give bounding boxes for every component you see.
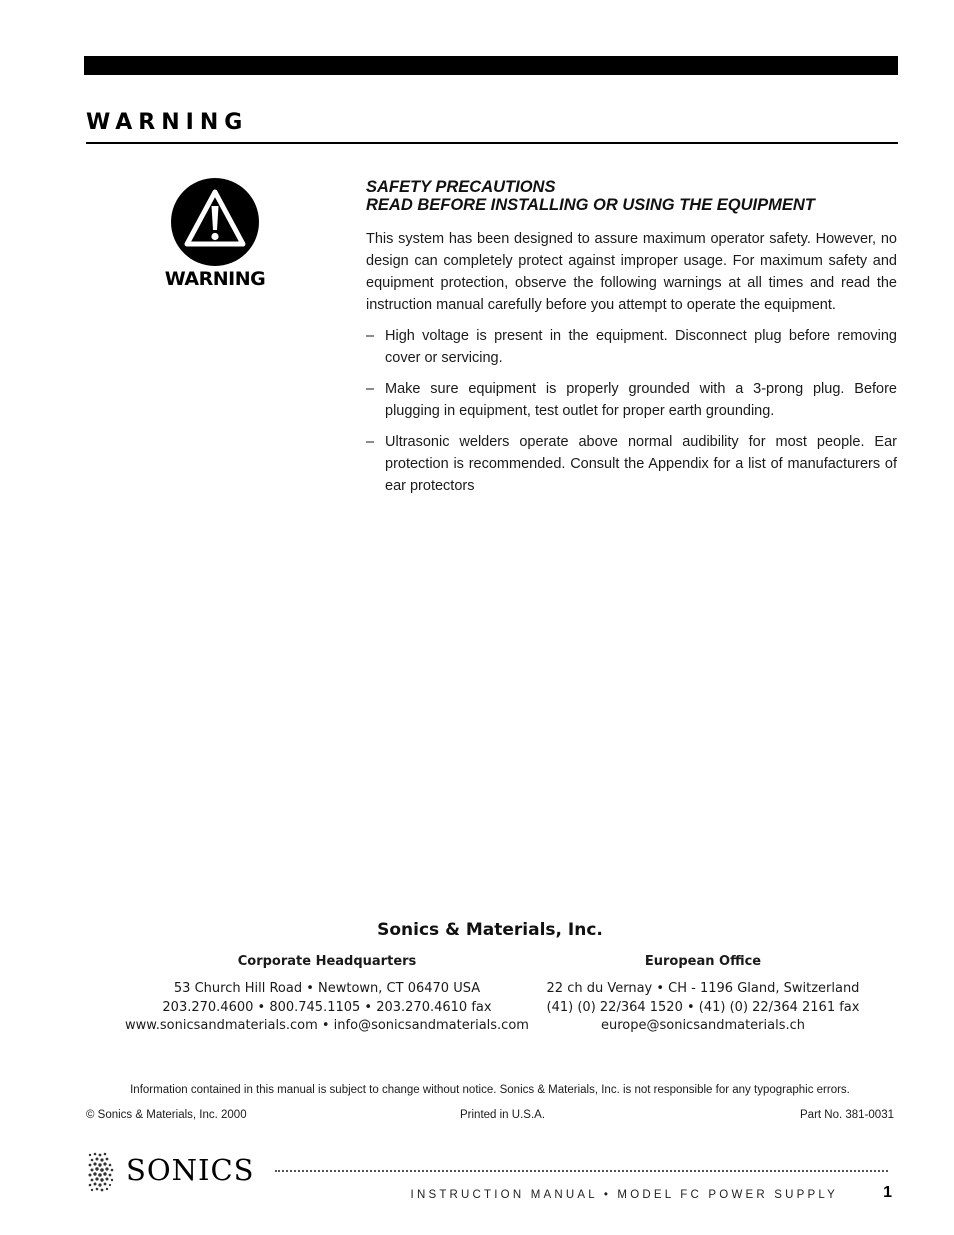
printed-in: Printed in U.S.A. <box>460 1109 546 1121</box>
warning-item <box>366 325 897 369</box>
eu-phones: (41) (0) 22/364 1520 • (41) (0) 22/364 2161 fax <box>546 999 860 1015</box>
warning-item-text: High voltage is present in the equipment. Disconnect plug before removing cover or servicing. <box>385 328 897 366</box>
safety-section <box>366 178 897 497</box>
manual-title: INSTRUCTION MANUAL • MODEL FC POWER SUPPLY <box>410 1189 838 1201</box>
bullet-dash: – <box>366 328 375 344</box>
heading-rule <box>86 142 898 144</box>
eu-title: European Office <box>644 954 762 969</box>
corporate-headquarters <box>120 954 534 1036</box>
hq-phones: 203.270.4600 • 800.745.1105 • 203.270.4610 fax <box>162 999 492 1015</box>
warning-badge-label: WARNING <box>164 268 266 290</box>
safety-warnings-list <box>366 325 897 497</box>
eu-address: 22 ch du Vernay • CH - 1196 Gland, Switzerland <box>546 981 860 996</box>
sound-wave-dots-icon <box>86 1151 120 1195</box>
top-bar <box>84 56 898 75</box>
warning-badge <box>160 178 270 290</box>
european-office <box>510 954 896 1036</box>
bullet-dash: – <box>366 434 375 450</box>
disclaimer: Information contained in this manual is subject to change without notice. Sonics & Materials, Inc. is not responsible for any typographic errors. <box>130 1084 850 1096</box>
page-number: 1 <box>883 1184 892 1201</box>
safety-heading-line1: SAFETY PRECAUTIONS <box>366 178 556 196</box>
hq-web-email[interactable]: www.sonicsandmaterials.com • info@sonicsandmaterials.com <box>125 1018 529 1033</box>
warning-item <box>366 431 897 497</box>
page-title: WARNING <box>86 110 249 135</box>
part-number: Part No. 381-0031 <box>800 1109 894 1121</box>
sonics-logo <box>86 1151 272 1195</box>
safety-heading-line2: READ BEFORE INSTALLING OR USING THE EQUIPMENT <box>366 196 815 214</box>
warning-item <box>366 378 897 422</box>
logo-wordmark: SONICS <box>126 1153 255 1187</box>
dot-leader <box>275 1170 888 1172</box>
company-name: Sonics & Materials, Inc. <box>377 920 603 940</box>
warning-item-text: Make sure equipment is properly grounded with a 3-prong plug. Before plugging in equipment, test outlet for proper earth grounding. <box>385 381 897 419</box>
hq-address: 53 Church Hill Road • Newtown, CT 06470 USA <box>173 981 481 996</box>
eu-email[interactable]: europe@sonicsandmaterials.ch <box>600 1018 805 1033</box>
copyright: © Sonics & Materials, Inc. 2000 <box>86 1109 247 1121</box>
exclamation-triangle-icon <box>171 178 259 266</box>
bullet-dash: – <box>366 381 375 397</box>
safety-intro: This system has been designed to assure maximum operator safety. However, no design can completely protect against improper usage. For maximum safety and equipment protection, observe the following warnings at all times and read the instruction manual carefully before you attempt to operate the equipment. <box>366 231 897 313</box>
warning-item-text: Ultrasonic welders operate above normal audibility for most people. Ear protection is recommended. Consult the Appendix for a list of manufacturers of ear protectors <box>385 434 897 494</box>
safety-heading <box>366 178 897 214</box>
hq-title: Corporate Headquarters <box>237 954 417 969</box>
